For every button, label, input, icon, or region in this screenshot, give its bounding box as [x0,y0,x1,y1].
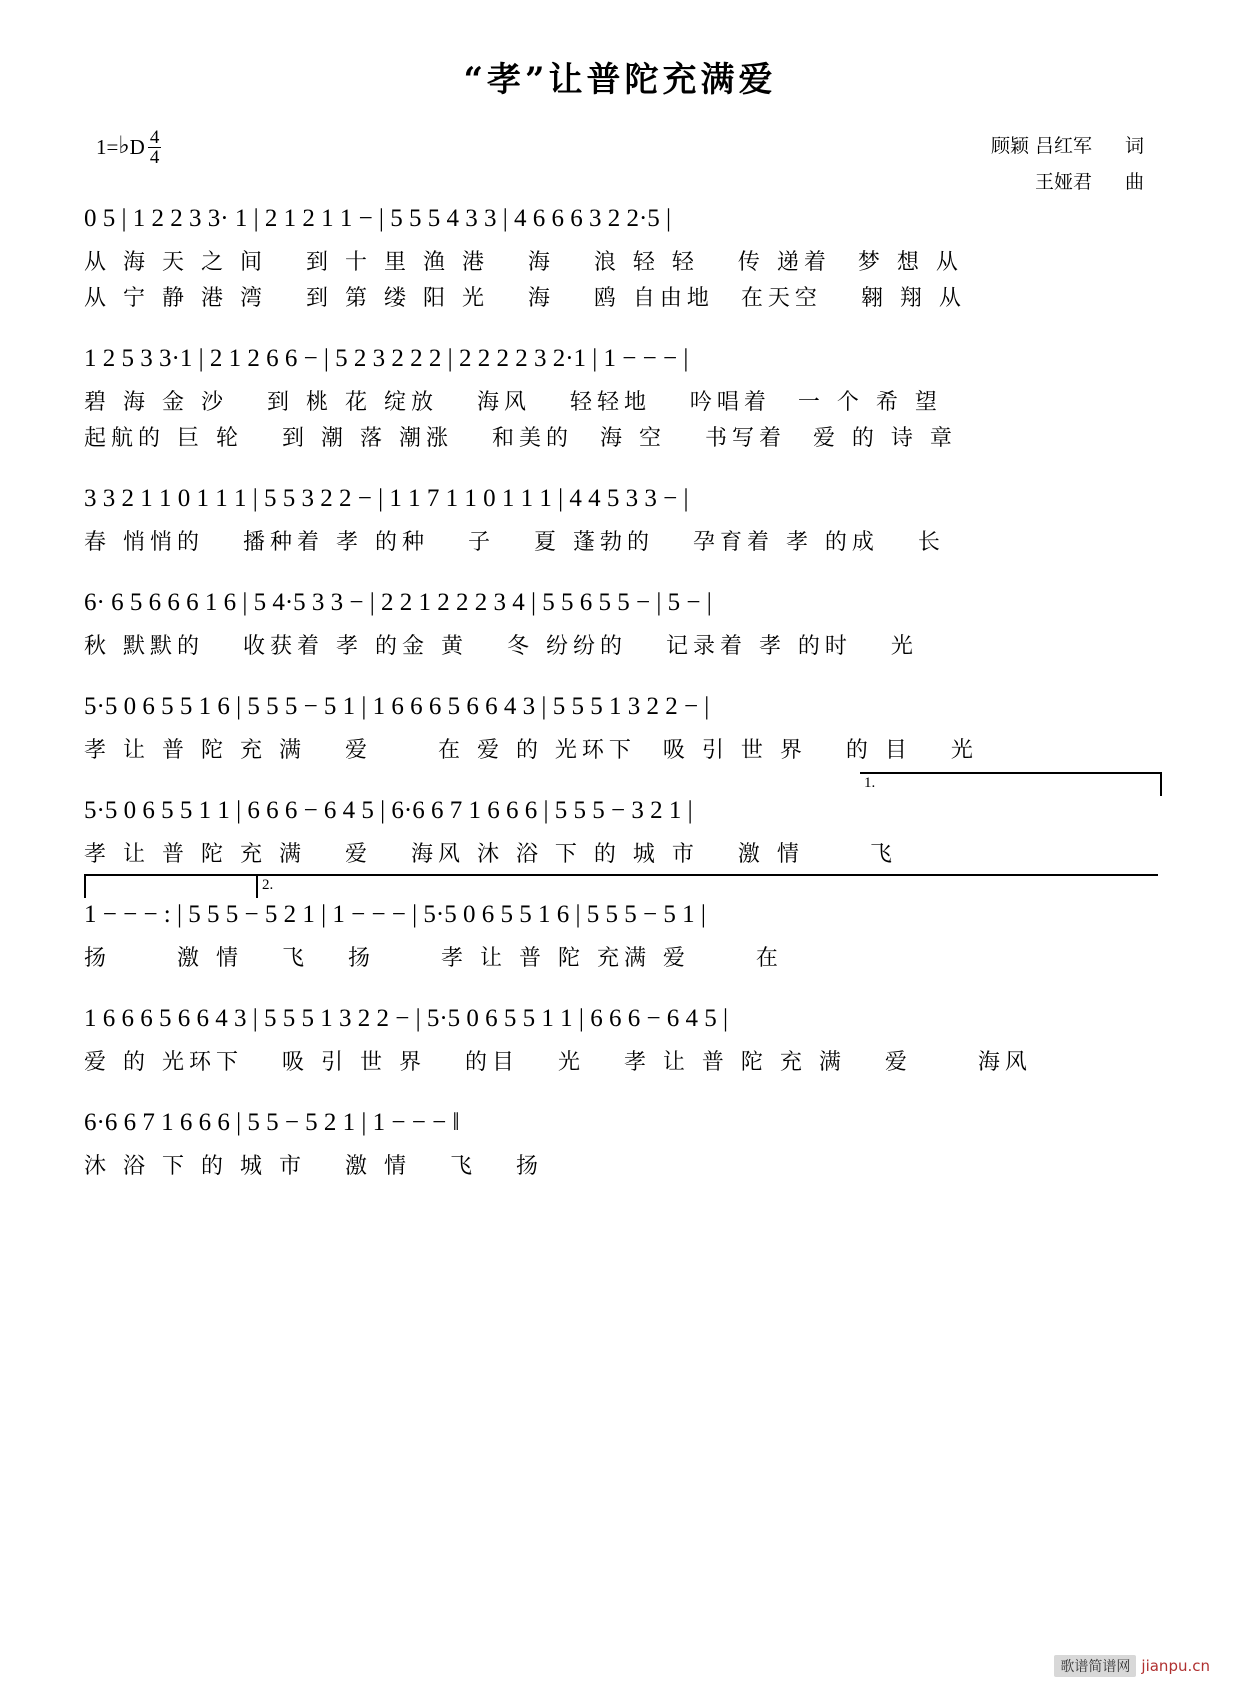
key-prefix: 1= [96,135,119,159]
key-signature [96,128,161,167]
lyrics-line-1: 秋 默默的 收获着 孝 的金 黄 冬 纷纷的 记录着 孝 的时 光 [84,634,918,659]
volta-bracket-2 [256,874,1158,898]
credit-row [991,164,1144,200]
music-system [0,580,1240,664]
volta-label: 1. [864,775,876,791]
notation-line: 5·5 0 6 5 5 1 1 | 6 6 6 − 6 4 5 | 6·6 6 7 1 6 6 6 | 5 5 5 − 3 2 1 | [84,797,693,824]
notation-line: 1 2 5 3 3·1 | 2 1 2 6 6 − | 5 2 3 2 2 2 | 2 2 2 2 3 2·1 | 1 − − − | [84,345,689,372]
time-signature-top: 4 [149,127,160,148]
notation-line: 3 3 2 1 1 0 1 1 1 | 5 5 3 2 2 − | 1 1 7 1 1 0 1 1 1 | 4 4 5 3 3 − | [84,485,689,512]
lyrics-line-2: 起航的 巨 轮 到 潮 落 潮涨 和美的 海 空 书写着 爱 的 诗 章 [84,426,957,451]
music-system [0,775,1240,872]
watermark-badge: 歌谱简谱网 [1054,1655,1136,1677]
lyrics-line-2: 从 宁 静 港 湾 到 第 缕 阳 光 海 鸥 自由地 在天空 翱 翔 从 [84,286,966,311]
music-system [0,1100,1240,1184]
notation-line: 1 − − − : | 5 5 5 − 5 2 1 | 1 − − − | 5·5 0 6 5 5 1 6 | 5 5 5 − 5 1 | [84,901,706,928]
composer-role: 曲 [1124,171,1144,194]
music-system [0,196,1240,316]
flat-icon: ♭ [118,133,130,159]
credits [991,128,1144,200]
score [0,196,1240,1204]
lyrics-line-1: 春 悄悄的 播种着 孝 的种 子 夏 蓬勃的 孕育着 孝 的成 长 [84,530,945,555]
lyricist-names: 顾颖 吕红军 [990,135,1092,157]
time-signature-bottom: 4 [149,147,160,168]
lyricist-role: 词 [1124,135,1144,157]
watermark [1054,1655,1210,1677]
lyrics-line-1: 孝 让 普 陀 充 满 爱 在 爱 的 光环下 吸 引 世 界 的 目 光 [84,738,978,763]
key-tonic: D [129,135,145,159]
volta-bracket-1 [860,772,1162,796]
volta-bracket-1-end [84,874,256,898]
credit-row [991,128,1144,164]
lyrics-line-1: 沐 浴 下 的 城 市 激 情 飞 扬 [84,1154,543,1179]
music-system [0,476,1240,560]
notation-line: 5·5 0 6 5 5 1 6 | 5 5 5 − 5 1 | 1 6 6 6 5 6 6 4 3 | 5 5 5 1 3 2 2 − | [84,693,710,720]
music-system [0,996,1240,1080]
lyrics-line-1: 扬 激 情 飞 扬 孝 让 普 陀 充满 爱 在 [84,946,783,971]
notation-line: 6· 6 5 6 6 6 1 6 | 5 4·5 3 3 − | 2 2 1 2 2 2 3 4 | 5 5 6 5 5 − | 5 − | [84,589,712,616]
lyrics-line-1: 碧 海 金 沙 到 桃 花 绽放 海风 轻轻地 吟唱着 一 个 希 望 [84,390,942,415]
lyrics-line-1: 孝 让 普 陀 充 满 爱 海风 沐 浴 下 的 城 市 激 情 飞 [84,842,897,867]
notation-line: 6·6 6 7 1 6 6 6 | 5 5 − 5 2 1 | 1 − − − ‖ [84,1109,460,1136]
watermark-site: jianpu.cn [1141,1657,1210,1675]
page-title: “孝”让普陀充满爱 [463,60,777,100]
music-system [0,877,1240,976]
volta-label: 2. [262,877,274,893]
notation-line: 0 5 | 1 2 2 3 3· 1 | 2 1 2 1 1 − | 5 5 5 4 3 3 | 4 6 6 6 3 2 2·5 | [84,205,672,232]
time-signature [148,128,162,167]
music-system [0,684,1240,768]
music-system [0,336,1240,456]
composer-names: 王娅君 [1034,171,1092,194]
lyrics-line-1: 爱 的 光环下 吸 引 世 界 的目 光 孝 让 普 陀 充 满 爱 海风 [84,1050,1032,1075]
notation-line: 1 6 6 6 5 6 6 4 3 | 5 5 5 1 3 2 2 − | 5·5 0 6 5 5 1 1 | 6 6 6 − 6 4 5 | [84,1005,729,1032]
lyrics-line-1: 从 海 天 之 间 到 十 里 渔 港 海 浪 轻 轻 传 递着 梦 想 从 [84,250,963,275]
